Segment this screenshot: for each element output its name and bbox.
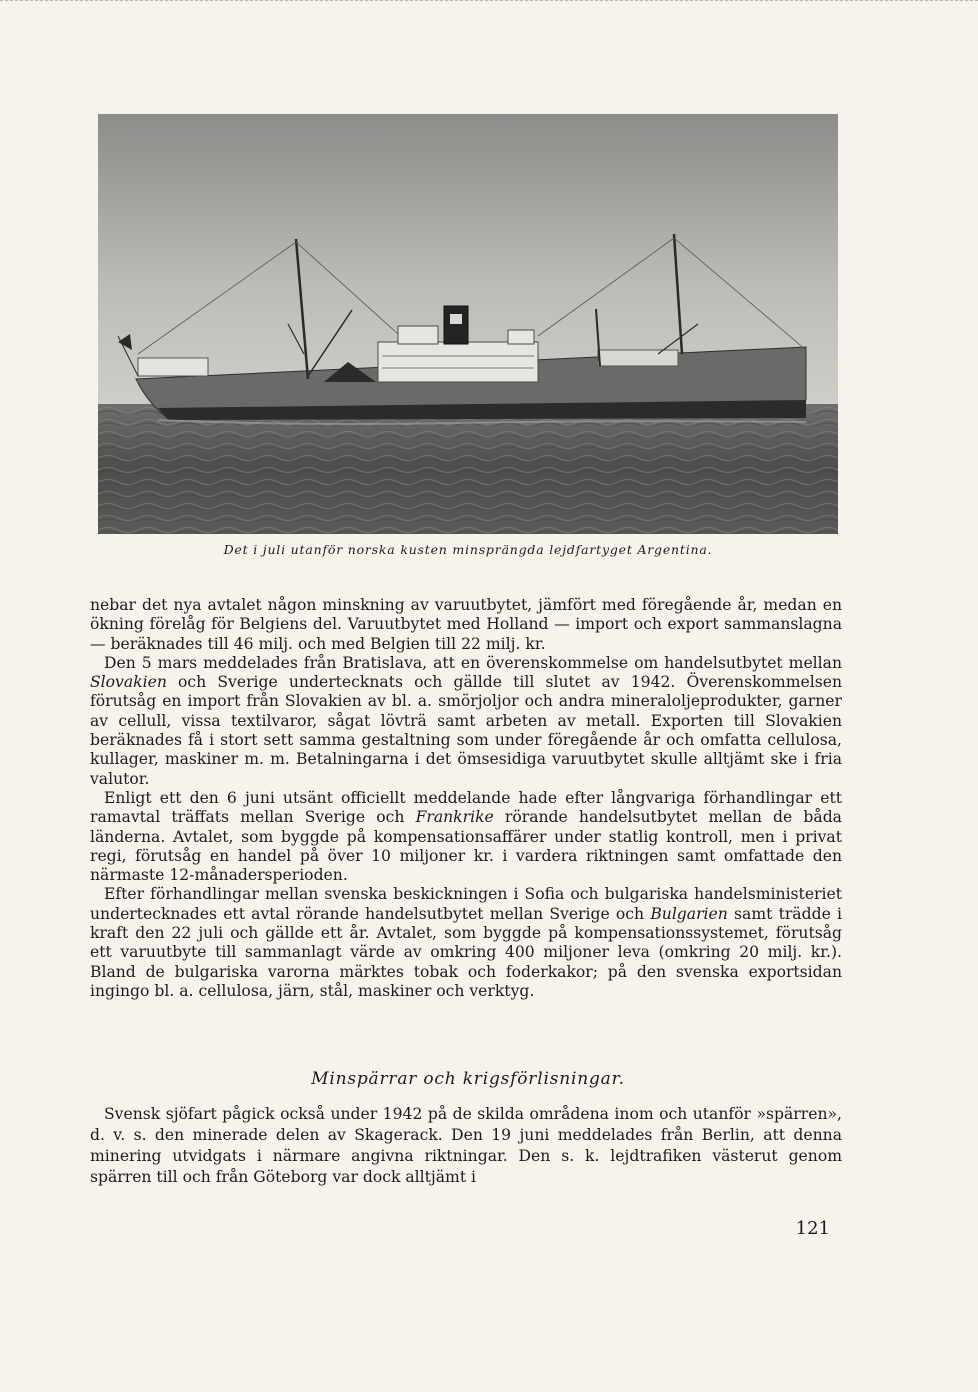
country-bulgarien: Bulgarien — [650, 904, 728, 923]
figure-caption — [98, 542, 838, 557]
paragraph-3-text: Enligt ett den 6 juni utsänt officiellt meddelande hade efter långvariga förhandlingar ett ramavtal träffats mellan Sverige och — [90, 788, 842, 827]
country-slovakien: Slovakien — [90, 673, 167, 692]
paragraph-2-text: Den 5 mars meddelades från Bratislava, att en överenskommelse om handelsutbytet mellan — [104, 653, 842, 672]
caption-ship-name: Argentina — [637, 542, 708, 557]
body-text — [90, 596, 842, 1001]
section-paragraph-1: Svensk sjöfart pågick också under 1942 på de skilda områdena inom och utanför »spärren», d. v. s. den minerade delen av Skagerack. Den 19 juni meddelades från Berlin, att denna minering utvidgats i närmare angivna riktningar. Den s. k. lejdtrafiken västerut genom spärren till och från Göteborg var dock alltjämt i — [90, 1105, 842, 1186]
ship-photograph — [98, 114, 838, 534]
paragraph-3 — [90, 789, 842, 885]
paragraph-4-text-cont: samt trädde i kraft den 22 juli och gällde ett år. Avtalet, som byggde på kompensationssystemet, förutsåg ett varuutbyte till sammanlagt värde av omkring 400 miljoner leva (omkring 20 milj. kr.). Bland de bulgariska varorna märktes tobak och foderkakor; på den svenska exportsidan ingingo bl. a. cellulosa, järn, stål, maskiner och verktyg. — [90, 904, 843, 1000]
scan-edge — [0, 0, 978, 4]
section-text — [90, 1104, 842, 1188]
paragraph-1: nebar det nya avtalet någon minskning av varuutbytet, jämfört med föregående år, medan en ökning förelåg för Belgiens del. Varuutbytet med Holland — import och export sammanslagna — beräknades till 46 milj. och med Belgien till 22 milj. kr. — [90, 596, 842, 653]
page-number: 121 — [795, 1218, 830, 1239]
paragraph-4 — [90, 885, 842, 1001]
paragraph-2-text-cont: och Sverige undertecknats och gällde till slutet av 1942. Överenskommelsen förutsåg en import från Slovakien av bl. a. smörjoljor och andra mineraloljeprodukter, garner av cellull, vissa textilvaror, sågat lövträ samt arbeten av metall. Exporten till Slovakien beräknades få i stort sett samma gestaltning som under föregående år och omfatta cellulosa, kullager, maskiner m. m. Betalningarna i det ömsesidiga varuutbytet skulle alltjämt ske i fria valutor. — [90, 673, 842, 788]
paragraph-4-text: Efter förhandlingar mellan svenska beskickningen i Sofia och bulgariska handelsministeriet undertecknades ett avtal rörande handelsutbytet mellan Sverige och — [90, 885, 842, 923]
caption-end: . — [707, 542, 713, 557]
paragraph-3-text-cont: rörande handelsutbytet mellan de båda länderna. Avtalet, som byggde på kompensationsaffärer under statlig kontroll, men i privat regi, förutsåg en handel på över 10 miljoner kr. i vardera riktningen samt omfattade den närmaste 12-månadersperioden. — [90, 808, 842, 885]
caption-lead: Det i juli utanför norska kusten minsprängda lejdfartyget — [223, 542, 638, 557]
paragraph-2 — [90, 654, 842, 789]
country-frankrike: Frankrike — [415, 808, 494, 827]
section-heading: Minspärrar och krigsförlisningar. — [311, 1069, 625, 1089]
